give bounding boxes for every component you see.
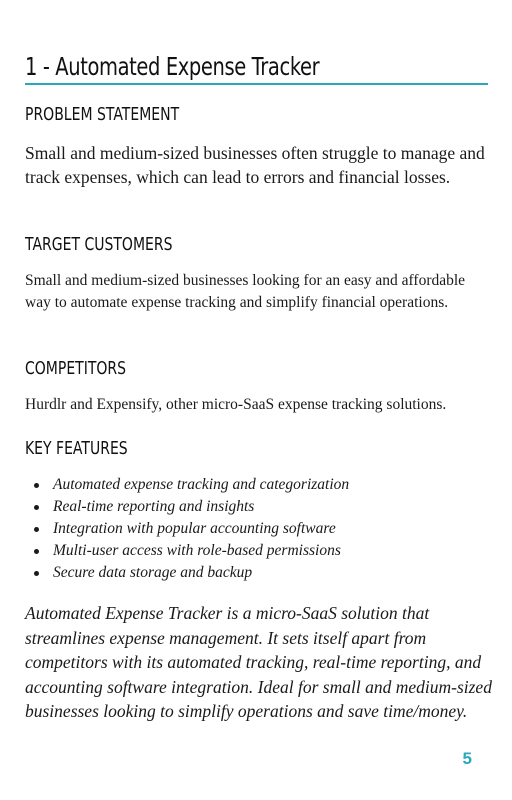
problem-statement-heading: PROBLEM STATEMENT [25, 105, 180, 125]
target-customers-heading: TARGET CUSTOMERS [25, 235, 173, 255]
feature-text: Secure data storage and backup [53, 564, 253, 581]
problem-statement-text: Small and medium-sized businesses often struggle to manage and track expenses, which can lead to errors and financial losses. [25, 143, 485, 187]
page-number: 5 [462, 749, 472, 768]
target-customers-text: Small and medium-sized businesses looking for an easy and affordable way to automate expense tracking and simplify financial operations. [25, 272, 466, 311]
page-title: 1 - Automated Expense Tracker [25, 52, 320, 81]
list-item [25, 496, 495, 518]
bullet-icon [34, 505, 39, 510]
competitors-heading: COMPETITORS [25, 359, 127, 379]
bullet-icon [34, 483, 39, 488]
bullet-icon [34, 549, 39, 554]
list-item [25, 518, 495, 540]
title-underline [25, 83, 488, 85]
key-features-heading: KEY FEATURES [25, 439, 128, 459]
bullet-icon [34, 527, 39, 532]
feature-text: Multi-user access with role-based permissions [53, 542, 341, 559]
feature-text: Real-time reporting and insights [53, 498, 255, 515]
summary-paragraph: Automated Expense Tracker is a micro-SaaS solution that streamlines expense management. It sets itself apart from competitors with its automated tracking, real-time reporting, and accounting software integration. Ideal for small and medium-sized businesses looking to simplify operations and save time/money. [25, 603, 492, 721]
list-item [25, 562, 495, 584]
list-item [25, 474, 495, 496]
feature-text: Integration with popular accounting software [53, 520, 336, 537]
feature-text: Automated expense tracking and categorization [53, 476, 350, 493]
key-features-list [25, 474, 495, 584]
competitors-text: Hurdlr and Expensify, other micro-SaaS expense tracking solutions. [25, 396, 447, 413]
bullet-icon [34, 571, 39, 576]
list-item [25, 540, 495, 562]
